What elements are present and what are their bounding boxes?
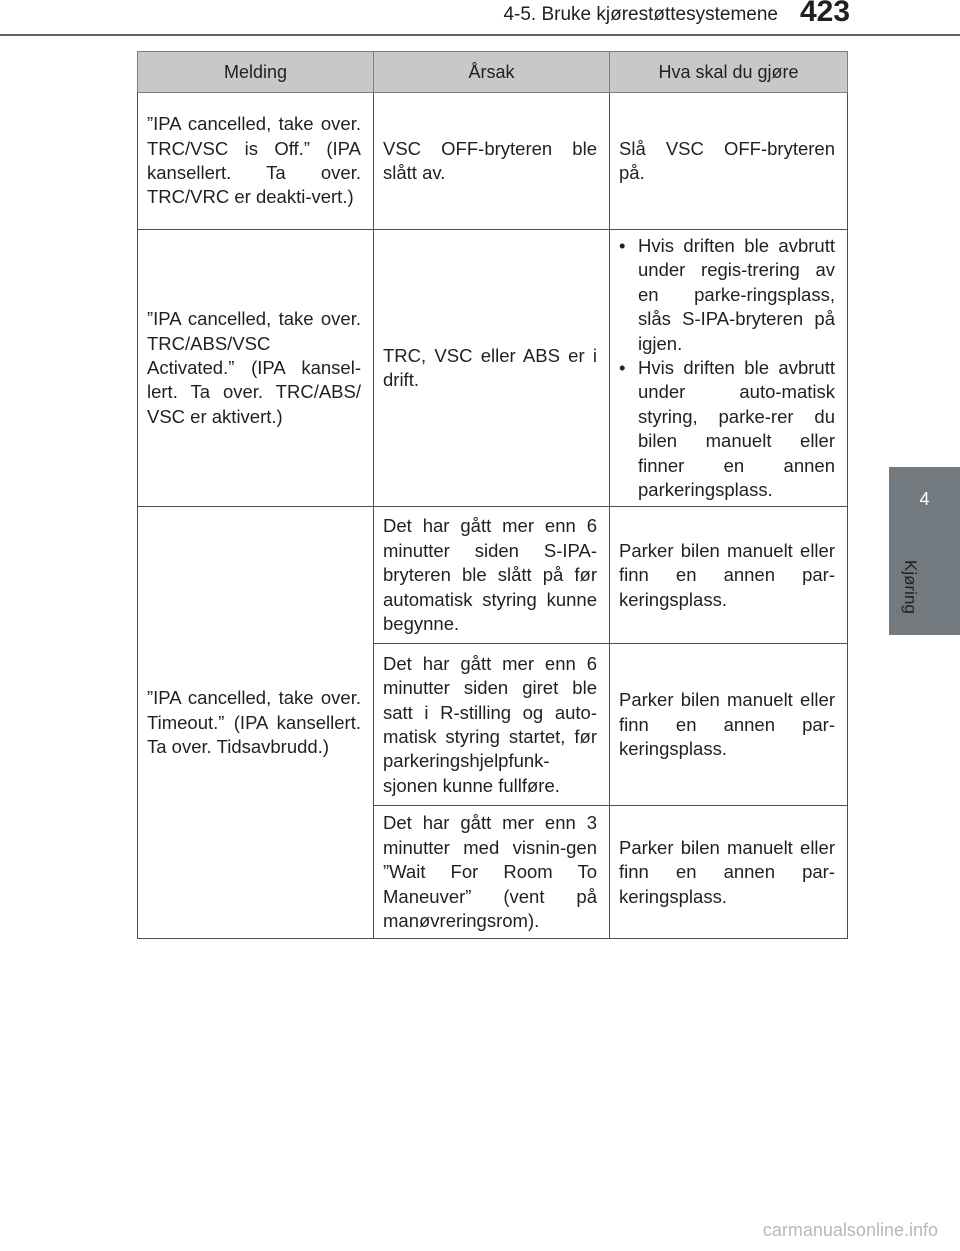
message-cell: ”IPA cancelled, take over. TRC/ABS/VSC Activated.” (IPA kansel-lert. Ta over. TRC/ABS/ VSC er aktivert.)	[138, 230, 374, 507]
cause-cell: TRC, VSC eller ABS er i drift.	[374, 230, 610, 507]
bullet-icon: •	[619, 235, 626, 256]
action-cell: Parker bilen manuelt eller finn en annen par-keringsplass.	[610, 507, 848, 644]
table-header-row	[138, 52, 848, 93]
table-row	[138, 93, 848, 230]
cause-cell: Det har gått mer enn 3 minutter med visnin-gen ”Wait For Room To Maneuver” (vent på manøvreringsrom).	[374, 806, 610, 939]
bullet-icon: •	[619, 357, 626, 379]
column-header-message: Melding	[138, 52, 374, 93]
page-number: 423	[800, 0, 851, 28]
list-item-text: Hvis driften ble avbrutt under auto-matisk styring, parke-rer du bilen manuelt eller finner en annen parkeringsplass.	[638, 357, 835, 501]
message-cell: ”IPA cancelled, take over. Timeout.” (IPA kansellert. Ta over. Tidsavbrudd.)	[138, 507, 374, 939]
cause-cell: VSC OFF-bryteren ble slått av.	[374, 93, 610, 230]
action-cell: Slå VSC OFF-bryteren på.	[610, 93, 848, 230]
message-table	[137, 51, 848, 939]
list-item-text: Hvis driften ble avbrutt under regis-trering av en parke-ringsplass, slås S-IPA-bryteren på igjen.	[638, 235, 835, 354]
header-rule	[0, 34, 960, 36]
chapter-label: Kjøring	[901, 560, 920, 614]
action-cell	[610, 230, 848, 507]
action-cell: Parker bilen manuelt eller finn en annen par-keringsplass.	[610, 806, 848, 939]
message-cell: ”IPA cancelled, take over. TRC/VSC is Off.” (IPA kansellert. Ta over. TRC/VRC er deakti-vert.)	[138, 93, 374, 230]
table-row	[138, 230, 848, 507]
watermark: carmanualsonline.info	[762, 1220, 938, 1240]
column-header-action: Hva skal du gjøre	[610, 52, 848, 93]
list-item	[619, 234, 835, 356]
action-cell: Parker bilen manuelt eller finn en annen par-keringsplass.	[610, 644, 848, 806]
cause-cell: Det har gått mer enn 6 minutter siden giret ble satt i R-stilling og auto-matisk styring startet, før parkeringshjelpfunk-sjonen kunne fullføre.	[374, 644, 610, 806]
section-title: 4-5. Bruke kjørestøttesystemene	[503, 4, 778, 25]
column-header-cause: Årsak	[374, 52, 610, 93]
table-row	[138, 507, 848, 644]
cause-cell: Det har gått mer enn 6 minutter siden S-IPA-bryteren ble slått på før automatisk styring kunne begynne.	[374, 507, 610, 644]
chapter-number: 4	[919, 489, 930, 509]
action-list	[619, 234, 835, 502]
list-item	[619, 356, 835, 502]
